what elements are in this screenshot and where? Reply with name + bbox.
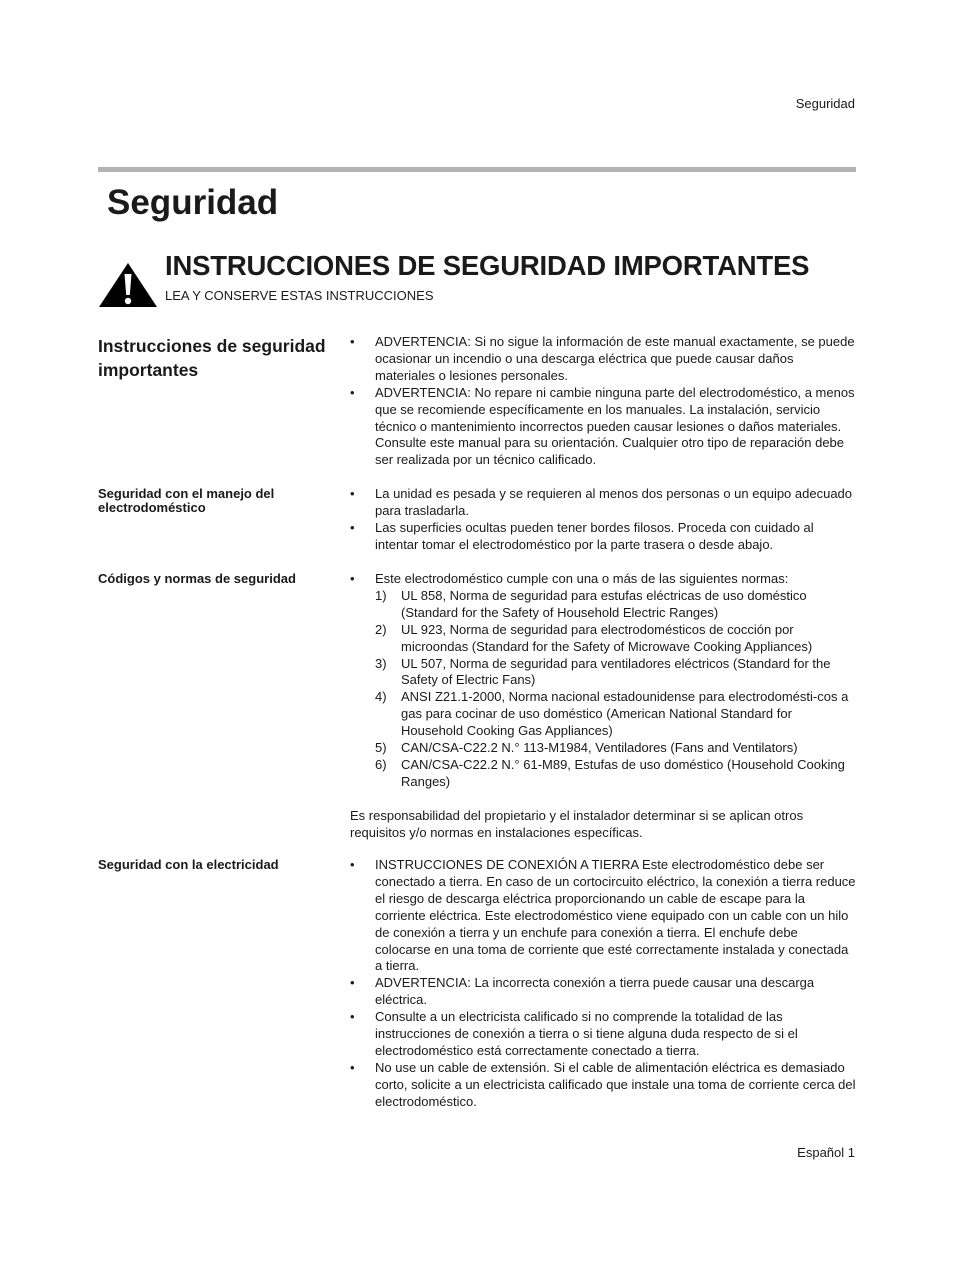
norm-text: CAN/CSA-C22.2 N.° 113-M1984, Ventiladores (Fans and Ventilators) bbox=[401, 740, 798, 756]
bullet-list bbox=[350, 486, 856, 554]
section-body bbox=[350, 334, 856, 469]
top-rule bbox=[98, 167, 856, 172]
norm-number: 3) bbox=[375, 655, 387, 671]
running-header: Seguridad bbox=[795, 96, 855, 111]
norm-item bbox=[375, 622, 856, 656]
bullet-item: • La unidad es pesada y se requieren al menos dos personas o un equipo adecuado para trasladarla. bbox=[350, 486, 856, 520]
norm-text: CAN/CSA-C22.2 N.° 61-M89, Estufas de uso doméstico (Household Cooking Ranges) bbox=[401, 756, 845, 789]
bullet-item: • No use un cable de extensión. Si el cable de alimentación eléctrica es demasiado corto, solicite a un electricista calificado que instale una toma de corriente cerca del electrodoméstico. bbox=[350, 1060, 856, 1111]
banner-title: INSTRUCCIONES DE SEGURIDAD IMPORTANTES bbox=[165, 250, 810, 281]
section-heading: Códigos y normas de seguridad bbox=[98, 571, 296, 586]
norm-text: UL 858, Norma de seguridad para estufas eléctricas de uso doméstico (Standard for the Safety of Household Electric Ranges) bbox=[401, 587, 807, 620]
section-heading: Seguridad con el manejo del electrodoméstico bbox=[98, 486, 275, 515]
norm-item bbox=[375, 656, 856, 690]
bullet-list bbox=[350, 857, 856, 1111]
norm-number: 1) bbox=[375, 587, 387, 603]
banner-subtitle: LEA Y CONSERVE ESTAS INSTRUCCIONES bbox=[165, 288, 434, 303]
section-heading: Instrucciones de seguridad importantes bbox=[98, 336, 326, 380]
bullet-item: • Las superficies ocultas pueden tener bordes filosos. Proceda con cuidado al intentar tomar el electrodoméstico por la parte trasera o desde abajo. bbox=[350, 520, 856, 554]
bullet-item: • INSTRUCCIONES DE CONEXIÓN A TIERRA Este electrodoméstico debe ser conectado a tierra. En caso de un cortocircuito eléctrico, la conexión a tierra reduce el riesgo de descarga eléctrica proporcionando un cable de escape para la corriente eléctrica. Este electrodoméstico viene equipado con un cable con un hilo de conexión a tierra y un enchufe para conexión a tierra. El enchufe debe colocarse en una toma de corriente que esté correctamente instalada y conectada a tierra. bbox=[350, 857, 856, 975]
section-body bbox=[350, 486, 856, 554]
norm-number: 6) bbox=[375, 756, 387, 772]
norm-text: ANSI Z21.1-2000, Norma nacional estadounidense para electrodomésti-cos a gas para cocinar de uso doméstico (American National Standard for Household Cooking Gas Appliances) bbox=[401, 689, 849, 739]
bullet-list bbox=[350, 571, 856, 588]
bullet-item: • Este electrodoméstico cumple con una o más de las siguientes normas: bbox=[350, 571, 856, 588]
norm-text: UL 507, Norma de seguridad para ventiladores eléctricos (Standard for the Safety of Electric Fans) bbox=[401, 655, 831, 688]
norm-number: 2) bbox=[375, 621, 387, 637]
section-body bbox=[350, 571, 856, 842]
bullet-item: • ADVERTENCIA: La incorrecta conexión a tierra puede causar una descarga eléctrica. bbox=[350, 975, 856, 1009]
norms-list bbox=[350, 588, 856, 791]
norm-item bbox=[375, 740, 856, 757]
section-body bbox=[350, 857, 856, 1111]
bullet-list bbox=[350, 334, 856, 469]
page-footer: Español 1 bbox=[797, 1145, 855, 1160]
norm-item bbox=[375, 588, 856, 622]
section-heading: Seguridad con la electricidad bbox=[98, 857, 279, 872]
responsibility-paragraph: Es responsabilidad del propietario y el instalador determinar si se aplican otros requisitos y/o normas en instalaciones específicas. bbox=[350, 807, 804, 840]
norm-text: UL 923, Norma de seguridad para electrodomésticos de cocción por microondas (Standard for the Safety of Microwave Cooking Appliances) bbox=[401, 621, 813, 654]
norm-item bbox=[375, 689, 856, 740]
warning-triangle-icon bbox=[98, 262, 158, 308]
norm-item bbox=[375, 757, 856, 791]
page-title: Seguridad bbox=[107, 183, 279, 222]
bullet-item: • Consulte a un electricista calificado si no comprende la totalidad de las instrucciones de conexión a tierra o si tiene alguna duda respecto de si el electrodoméstico está correctamente conectado a tierra. bbox=[350, 1009, 856, 1060]
bullet-item: • ADVERTENCIA: Si no sigue la información de este manual exactamente, se puede ocasionar un incendio o una descarga eléctrica que puede causar daños materiales o lesiones personales. bbox=[350, 334, 856, 385]
norm-number: 5) bbox=[375, 740, 387, 756]
bullet-item: • ADVERTENCIA: No repare ni cambie ninguna parte del electrodoméstico, a menos que se recomiende específicamente en los manuales. La instalación, servicio técnico o mantenimiento incorrectos pueden causar lesiones o daños materiales. Consulte este manual para su orientación. Cualquier otro tipo de reparación debe ser realizada por un técnico calificado. bbox=[350, 385, 856, 470]
norm-number: 4) bbox=[375, 689, 387, 705]
